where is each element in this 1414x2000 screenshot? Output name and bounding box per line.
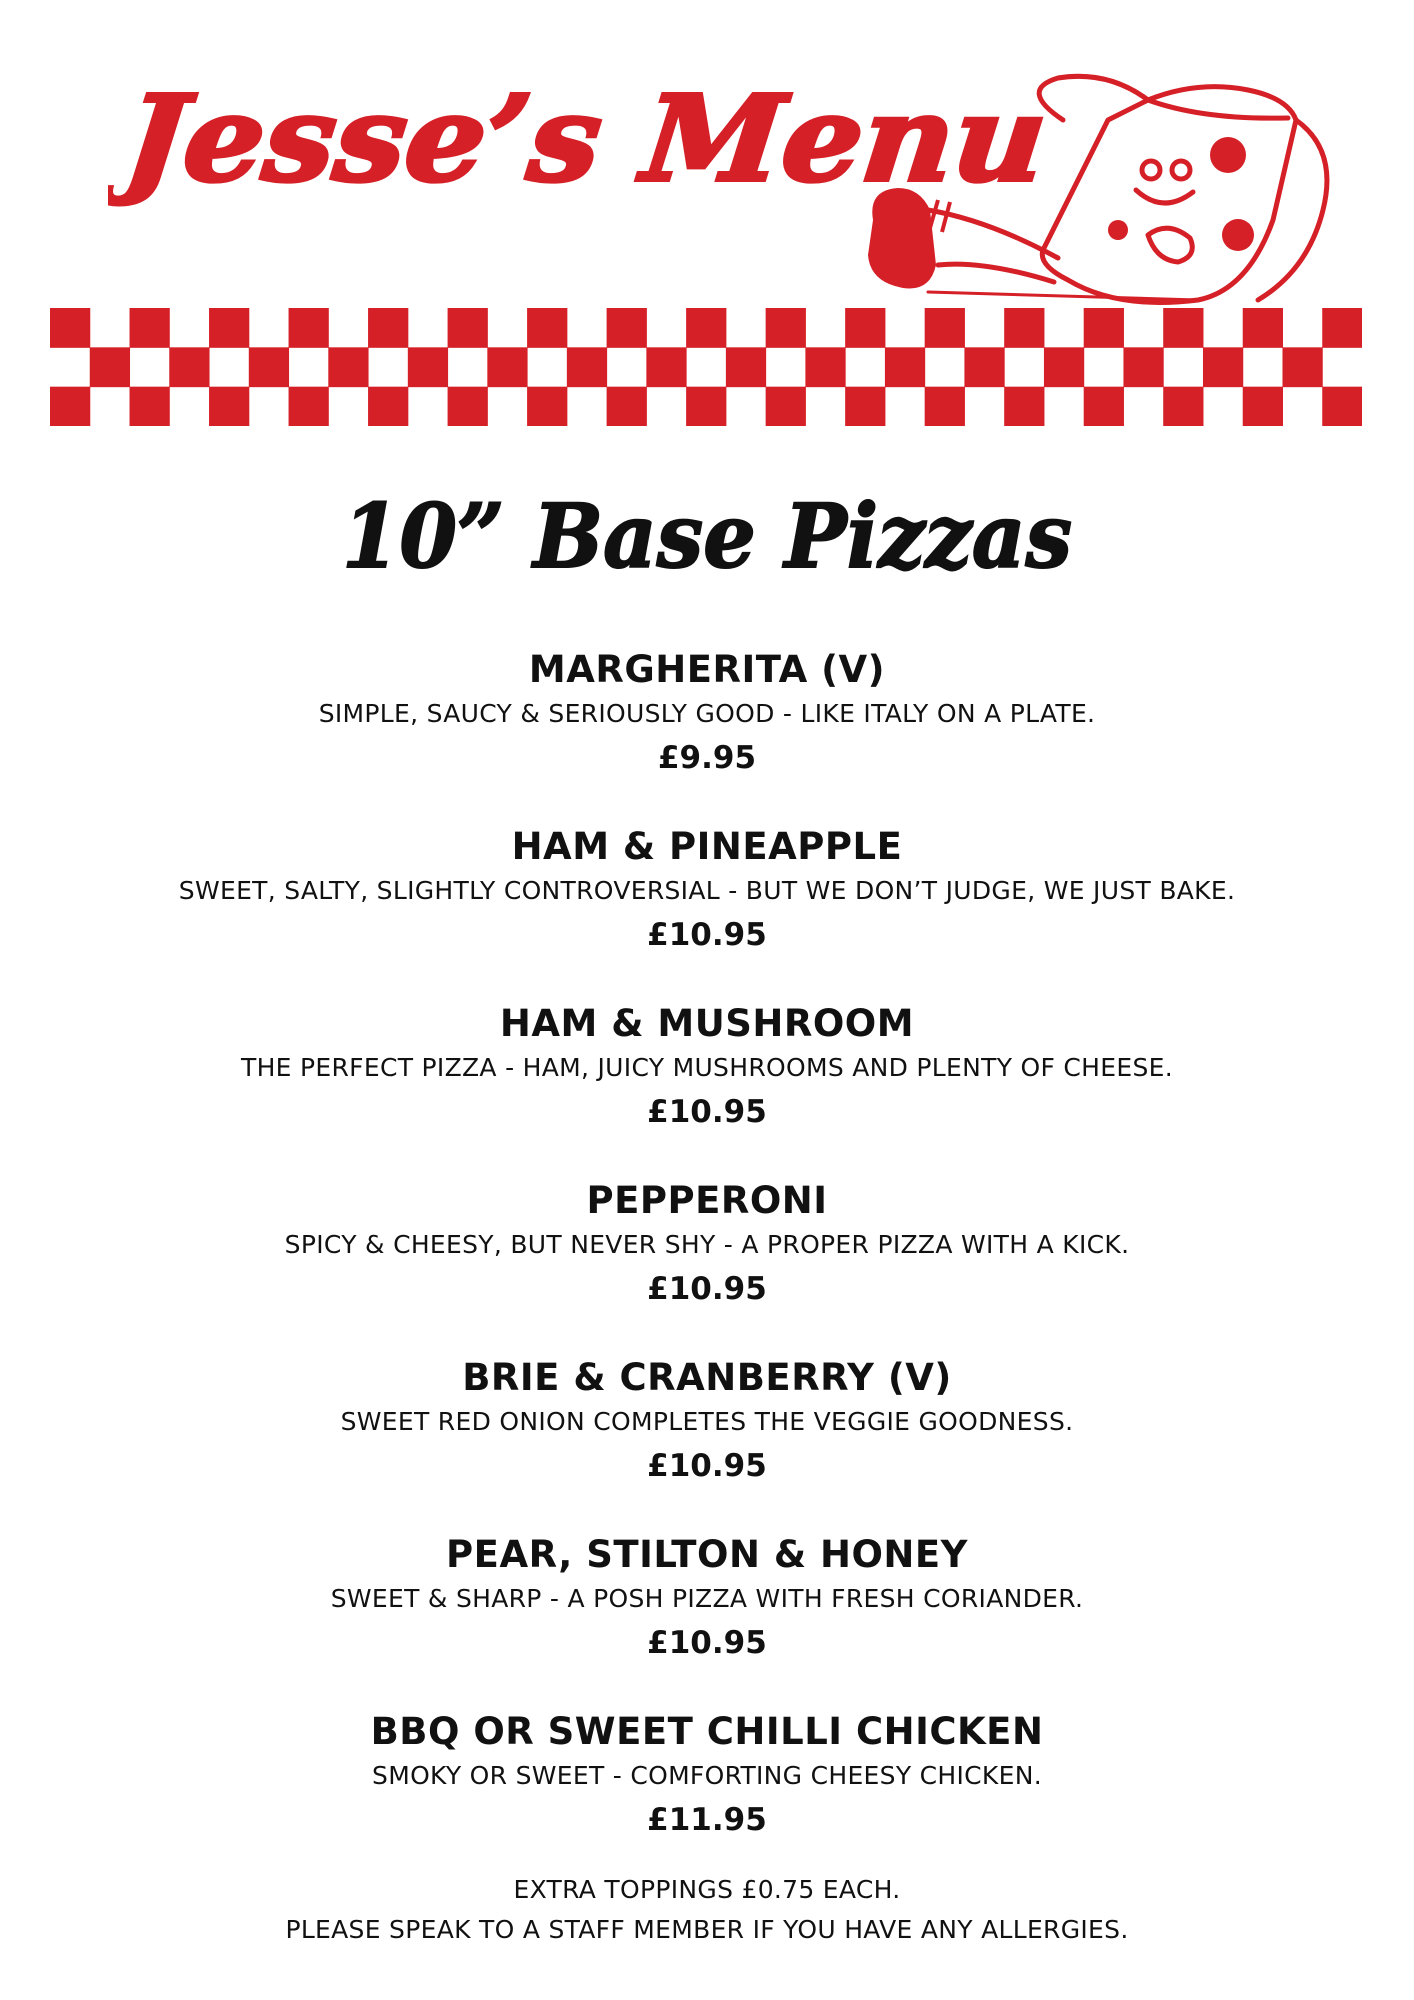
pizza-menu-list [0,646,1414,1885]
checker-square [1203,347,1243,387]
menu-item-price: £10.95 [647,1625,767,1661]
checker-square [90,347,130,387]
checker-square [1163,308,1203,348]
checker-square [289,308,329,348]
checker-square [328,347,368,387]
checker-square [964,347,1004,387]
brand-title-text: Jesse’s Menu [118,69,998,208]
checker-square [368,387,408,426]
checker-square [1243,308,1283,348]
checker-square [925,387,965,426]
checker-square [1004,387,1044,426]
menu-item-description: SWEET, SALTY, SLIGHTLY CONTROVERSIAL - BUT WE DON’T JUDGE, WE JUST BAKE. [178,876,1236,905]
menu-item-price: £10.95 [647,1448,767,1484]
menu-item-price: £10.95 [647,1271,767,1307]
checker-square [925,308,965,348]
menu-item-ham-pineapple [0,823,1414,1000]
checker-square [1084,387,1124,426]
checker-square [1322,308,1362,348]
checker-square [726,347,766,387]
section-title-text: 10” Base Pizzas [342,484,1072,588]
menu-item-description: SWEET RED ONION COMPLETES THE VEGGIE GOODNESS. [340,1407,1074,1436]
checker-square [607,308,647,348]
menu-item-description: SWEET & SHARP - A POSH PIZZA WITH FRESH CORIANDER. [330,1584,1084,1613]
checker-square [130,387,170,426]
checker-square [567,347,607,387]
checker-square [1282,347,1322,387]
checker-square [1004,308,1044,348]
checker-square [646,347,686,387]
checker-square [1322,387,1362,426]
checker-square [527,308,567,348]
checker-square [845,387,885,426]
menu-item-pear-stilton-honey [0,1531,1414,1708]
checker-square [527,387,567,426]
checker-square [169,347,209,387]
menu-item-name: MARGHERITA (V) [528,648,886,691]
section-title [0,462,1414,612]
checker-square [289,387,329,426]
menu-item-name: PEAR, STILTON & HONEY [446,1533,968,1576]
allergy-note: PLEASE SPEAK TO A STAFF MEMBER IF YOU HAVE ANY ALLERGIES. [285,1915,1129,1944]
checker-square [1163,387,1203,426]
checker-square [686,387,726,426]
menu-item-description: SIMPLE, SAUCY & SERIOUSLY GOOD - LIKE ITALY ON A PLATE. [318,699,1096,728]
checker-square [249,347,289,387]
menu-item-name: BBQ OR SWEET CHILLI CHICKEN [370,1710,1044,1753]
menu-item-name: BRIE & CRANBERRY (V) [462,1356,952,1399]
footer-notes [0,1870,1414,1950]
checker-square [1243,387,1283,426]
checker-square [50,308,90,348]
checker-square [209,308,249,348]
menu-item-ham-mushroom [0,1000,1414,1177]
checker-square [209,387,249,426]
checker-square [805,347,845,387]
checkerboard-divider [50,308,1362,426]
menu-item-price: £10.95 [647,917,767,953]
extra-toppings-note: EXTRA TOPPINGS £0.75 EACH. [513,1875,901,1904]
menu-item-name: HAM & PINEAPPLE [511,825,903,868]
menu-item-description: THE PERFECT PIZZA - HAM, JUICY MUSHROOMS AND PLENTY OF CHEESE. [241,1053,1173,1082]
checker-square [368,308,408,348]
checker-square [607,387,647,426]
checker-square [1044,347,1084,387]
checker-square [448,387,488,426]
menu-item-chicken [0,1708,1414,1885]
checker-square [130,308,170,348]
checker-square [766,387,806,426]
checker-square [766,308,806,348]
checker-square [408,347,448,387]
menu-item-price: £11.95 [647,1802,767,1838]
checker-square [1123,347,1163,387]
checker-square [487,347,527,387]
checker-square [885,347,925,387]
checker-square [686,308,726,348]
menu-item-description: SMOKY OR SWEET - COMFORTING CHEESY CHICKEN. [372,1761,1042,1790]
menu-item-name: HAM & MUSHROOM [499,1002,915,1045]
menu-item-margherita [0,646,1414,823]
checker-square [50,387,90,426]
menu-item-brie-cranberry [0,1354,1414,1531]
menu-item-pepperoni [0,1177,1414,1354]
menu-item-name: PEPPERONI [586,1179,828,1222]
checker-square [845,308,885,348]
menu-item-price: £10.95 [647,1094,767,1130]
menu-item-price: £9.95 [657,740,757,776]
checker-square [1084,308,1124,348]
pizza-slice-mascot-icon [818,60,1358,318]
menu-item-description: SPICY & CHEESY, BUT NEVER SHY - A PROPER PIZZA WITH A KICK. [284,1230,1130,1259]
checker-square [448,308,488,348]
